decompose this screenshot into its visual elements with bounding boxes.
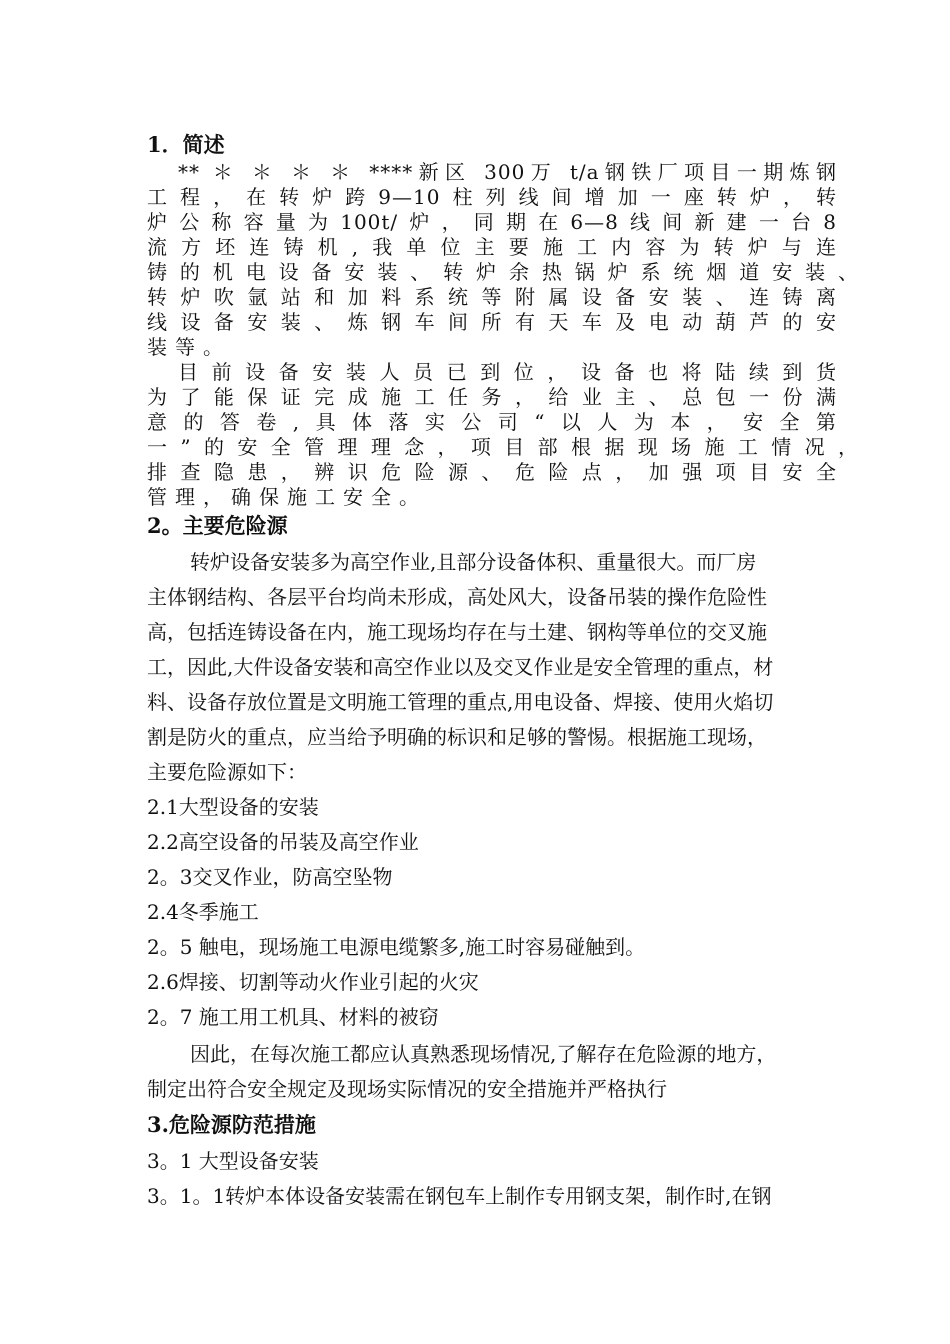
section-1-para-2-line: 管理，确保施工安全。 <box>147 485 427 509</box>
hazard-list-item: 2。3交叉作业，防高空坠物 <box>147 865 393 889</box>
section-1-para-1-line: 装等。 <box>147 335 231 359</box>
hazard-list-item: 2.6焊接、切割等动火作业引起的火灾 <box>147 970 479 994</box>
section-3-line: 3。1 大型设备安装 <box>147 1149 319 1173</box>
section-1-para-2-line: 为了能保证完成施工任务，给业主、总包一份满 <box>147 385 837 409</box>
hazard-list-item: 2。7 施工用工机具、材料的被窃 <box>147 1005 439 1029</box>
section-1-para-1-line: 铸的机电设备安装、转炉余热锅炉系统烟道安装、 <box>147 260 859 284</box>
section-1-para-2-line: 一”的安全管理理念，项目部根据现场施工情况， <box>147 435 859 459</box>
section-3-heading: 3.危险源防范措施 <box>147 1112 316 1137</box>
section-3-line: 3。1。1转炉本体设备安装需在钢包车上制作专用钢支架，制作时,在钢 <box>147 1184 772 1208</box>
section-1-para-2-line: 排查隐患，辨识危险源、危险点，加强项目安全 <box>147 460 837 484</box>
section-2-heading: 2。主要危险源 <box>147 513 288 538</box>
section-2-closing-line: 制定出符合安全规定及现场实际情况的安全措施并严格执行 <box>147 1077 667 1101</box>
section-2-intro-line: 主体钢结构、各层平台均尚未形成，高处风大，设备吊装的操作危险性 <box>147 585 767 609</box>
section-1-para-1-line: ** ＊ ＊ ＊ ＊ ****新区 300万 t/a钢铁厂项目一期炼钢 <box>178 160 837 184</box>
section-2-intro-line: 转炉设备安装多为高空作业,且部分设备体积、重量很大。而厂房 <box>190 550 757 574</box>
section-1-heading: 1．简述 <box>147 132 225 157</box>
section-1-para-2-line: 意的答卷,具体落实公司“以人为本，安全第 <box>147 410 837 434</box>
section-1-para-1-line: 线设备安装、炼钢车间所有天车及电动葫芦的安 <box>147 310 837 334</box>
section-1-para-1-line: 工程，在转炉跨9—10柱列线间增加一座转炉，转 <box>147 185 837 209</box>
section-1-para-2-line: 目前设备安装人员已到位，设备也将陆续到货 <box>178 360 837 384</box>
hazard-list-item: 2.4冬季施工 <box>147 900 259 924</box>
hazard-list-item: 2。5 触电，现场施工电源电缆繁多,施工时容易碰触到。 <box>147 935 646 959</box>
section-1-para-1-line: 流方坯连铸机,我单位主要施工内容为转炉与连 <box>147 235 837 259</box>
section-2-intro-line: 割是防火的重点，应当给予明确的标识和足够的警惕。根据施工现场， <box>147 725 767 749</box>
section-1-para-1-line: 炉公称容量为100t/炉，同期在6—8线间新建一台8 <box>147 210 837 234</box>
section-2-intro-line: 工，因此,大件设备安装和高空作业以及交叉作业是安全管理的重点，材 <box>147 655 774 679</box>
section-2-closing-line: 因此，在每次施工都应认真熟悉现场情况,了解存在危险源的地方， <box>190 1042 777 1066</box>
hazard-list-item: 2.1大型设备的安装 <box>147 795 319 819</box>
section-2-intro-line: 料、设备存放位置是文明施工管理的重点,用电设备、焊接、使用火焰切 <box>147 690 774 714</box>
section-1-para-1-line: 转炉吹氩站和加料系统等附属设备安装、连铸离 <box>147 285 837 309</box>
section-2-intro-line: 主要危险源如下： <box>147 760 307 784</box>
section-2-intro-line: 高，包括连铸设备在内，施工现场均存在与土建、钢构等单位的交叉施 <box>147 620 767 644</box>
hazard-list-item: 2.2高空设备的吊装及高空作业 <box>147 830 419 854</box>
